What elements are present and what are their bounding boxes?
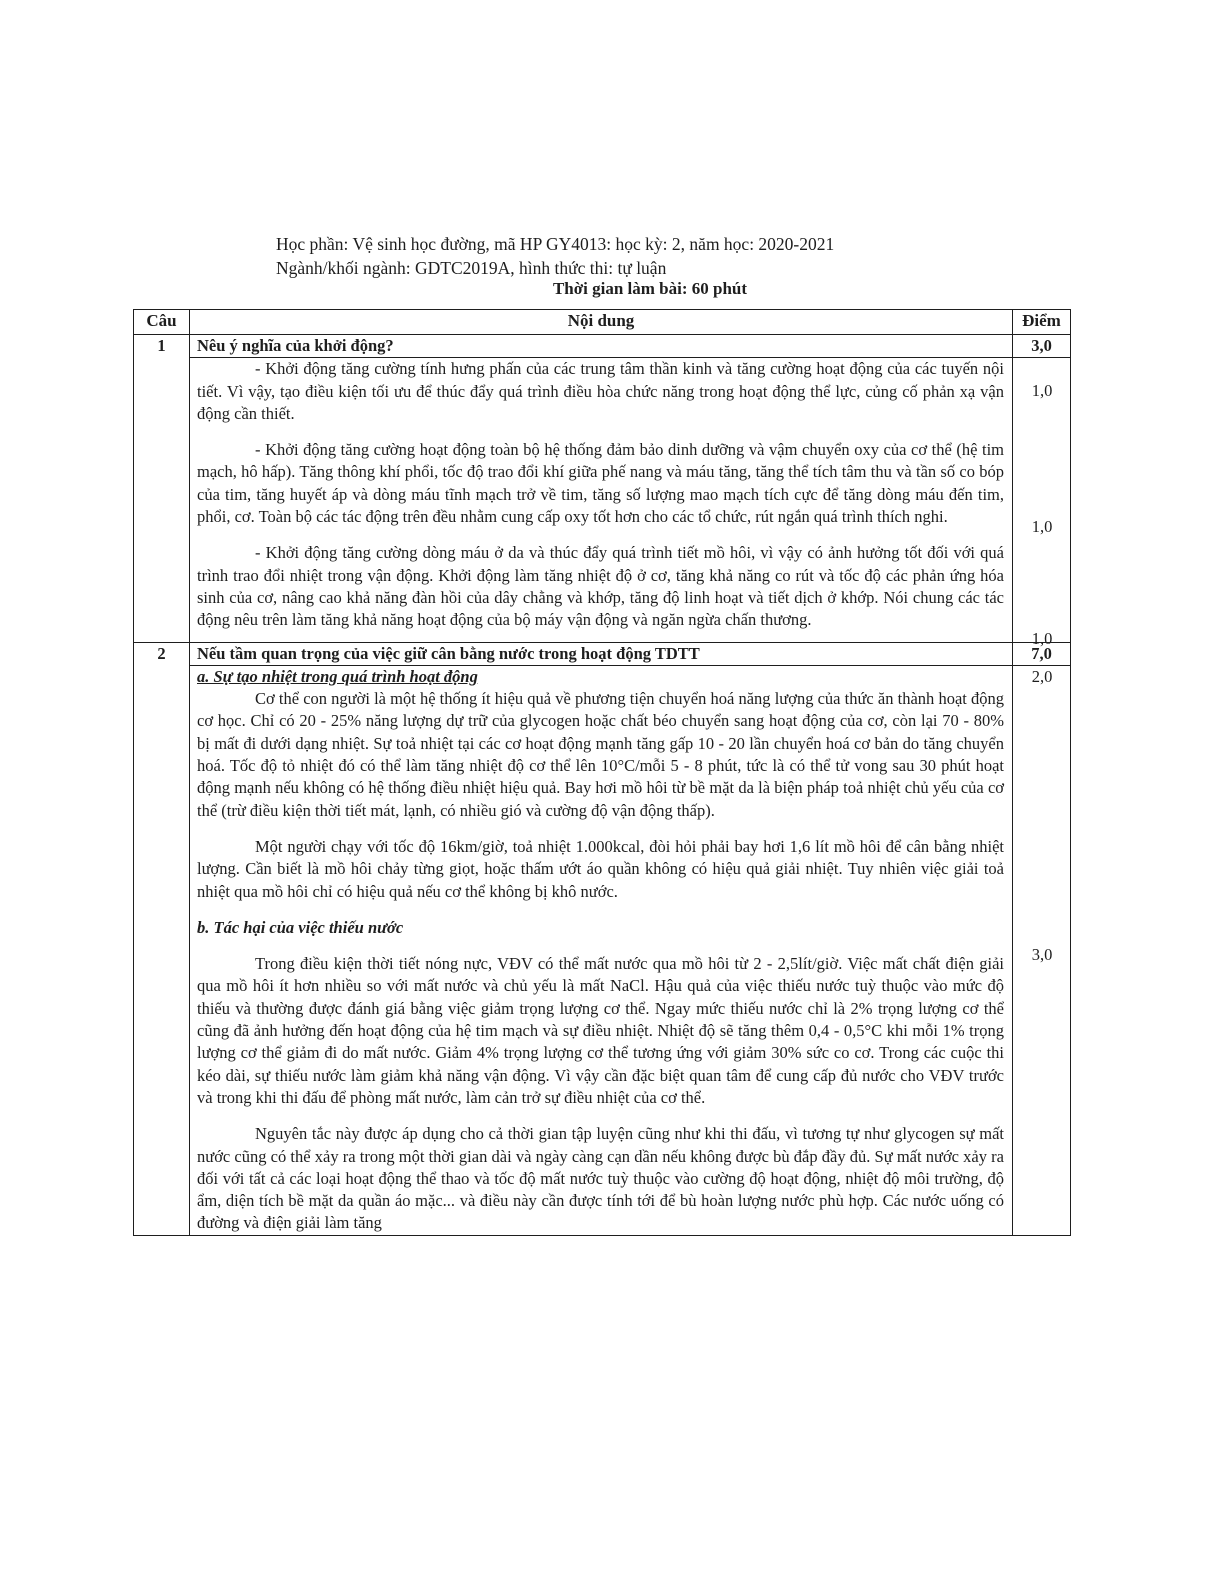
question-1-title-row bbox=[134, 335, 1071, 358]
part-b-paragraph: Trong điều kiện thời tiết nóng nực, VĐV có thể mất nước qua mồ hôi từ 2 - 2,5lít/giờ. Việc mất chất điện giải qua mồ hôi ít hơn nhiều so với mất nước và chủ yếu là mất NaCl. Hậu quả của việc thiếu nước tuỳ thuộc vào mức độ thiếu và thường được đánh giá bằng việc giảm trọng lượng cơ thể. Ngay mức thiếu nước chỉ là 2% trọng lượng cơ thể cũng đã ảnh hưởng đến hoạt động của hệ tim mạch và sự điều nhiệt. Nhiệt độ sẽ tăng thêm 0,4 - 0,5°C khi mỗi 1% trọng lượng cơ thể giảm đi do mất nước. Giảm 4% trọng lượng cơ thể tương ứng với giảm 30% sức co cơ. Trong các cuộc thi kéo dài, sự thiếu nước làm giảm khả năng vận động. Vì vậy cần đặc biệt quan tâm để cung cấp đủ nước cho VĐV trước và trong khi thi đấu để phòng mất nước, làm cản trở sự điều nhiệt của cơ thể. bbox=[197, 954, 1004, 1107]
question-1-title: Nêu ý nghĩa của khởi động? bbox=[190, 335, 1013, 358]
part-b-score: 3,0 bbox=[1031, 944, 1053, 964]
question-1-total-score: 3,0 bbox=[1013, 335, 1071, 358]
answer-point: - Khởi động tăng cường tính hưng phấn của các trung tâm thần kinh và tăng cường hoạt động của các tuyến nội tiết. Vì vậy, tạo điều kiện tối ưu để thúc đẩy quá trình điều hòa chức năng trong hoạt động thể lực, củng cố phản xạ vận động cần thiết. bbox=[197, 359, 1004, 423]
question-1-body-row bbox=[134, 358, 1071, 642]
point-score: 1,0 bbox=[1031, 517, 1053, 537]
part-b-paragraph: Nguyên tắc này được áp dụng cho cả thời gian tập luyện cũng như khi thi đấu, vì tương tự như glycogen sự mất nước cũng có thể xảy ra trong một thời gian dài và ngày càng cạn dần nếu không được bù đắp đầy đủ. Sự mất nước xảy ra đối với tất cả các loại hoạt động thể thao và tốc độ mất nước tuỳ thuộc vào cường độ hoạt động, nhiệt độ môi trường, độ ẩm, diện tích bề mặt da quần áo mặc... và điều này cần được tính tới để bù hoàn lượng nước phù hợp. Các nước uống có đường và điện giải làm tăng bbox=[197, 1124, 1004, 1233]
column-header-content: Nội dung bbox=[190, 310, 1013, 335]
column-header-question: Câu bbox=[134, 310, 190, 335]
course-info-line: Học phần: Vệ sinh học đường, mã HP GY4013: học kỳ: 2, năm học: 2020-2021 bbox=[276, 234, 835, 254]
answer-key-table bbox=[133, 309, 1071, 1236]
question-2-point-scores bbox=[1013, 665, 1071, 1235]
question-2-title: Nếu tầm quan trọng của việc giữ cân bằng nước trong hoạt động TDTT bbox=[190, 642, 1013, 665]
question-2-title-row bbox=[134, 642, 1071, 665]
answer-point: - Khởi động tăng cường hoạt động toàn bộ hệ thống đảm bảo dinh dưỡng và vậm chuyển oxy của cơ thể (hệ tim mạch, hô hấp). Tăng thông khí phổi, tốc độ trao đổi khí giữa phế nang và máu tăng, tăng thể tích tâm thu và tần số co bóp của tim, tăng huyết áp và dòng máu tĩnh mạch trở về tim, tăng số lượng mao mạch tích cực để tăng dòng máu đến tim, phổi, cơ. Toàn bộ các tác động trên đều nhằm cung cấp oxy tốt hơn cho các tổ chức, rút ngắn quá trình thích nghi. bbox=[197, 440, 1004, 527]
exam-header bbox=[276, 232, 834, 280]
answer-point: - Khởi động tăng cường dòng máu ở da và thúc đẩy quá trình tiết mồ hôi, vì vậy có ảnh hưởng tốt đối với quá trình trao đổi nhiệt trong vận động. Khởi động làm tăng nhiệt độ ở cơ, tăng khả năng co rút và tốc độ các phản ứng hóa sinh của cơ, nâng cao khả năng đàn hồi của dây chằng và khớp, tăng độ linh hoạt và tiết dịch ở khớp. Nói chung các tác động nêu trên làm tăng khả năng hoạt động của bộ máy vận động và ngăn ngừa chấn thương. bbox=[197, 543, 1004, 630]
question-2-number: 2 bbox=[134, 642, 190, 1235]
column-header-score: Điểm bbox=[1013, 310, 1071, 335]
part-a-paragraph: Cơ thể con người là một hệ thống ít hiệu quả về phương tiện chuyển hoá năng lượng của thức ăn thành hoạt động cơ học. Chỉ có 20 - 25% năng lượng dự trữ của glycogen hoặc chất béo chuyển sang hoạt động của cơ, còn lại 70 - 80% bị mất đi dưới dạng nhiệt. Sự toả nhiệt tại các cơ hoạt động mạnh tăng gấp 10 - 20 lần chuyển hoá cơ bản do tăng chuyển hoá. Tốc độ tỏ nhiệt đó có thể làm tăng nhiệt độ cơ thể lên 10°C/mỗi 5 - 8 phút, tức là có thể tử vong sau 30 phút hoạt động mạnh nếu không có hệ thống điều nhiệt hiệu quả. Bay hơi mồ hôi từ bề mặt da là biện pháp toả nhiệt chủ yếu của cơ thể (trừ điều kiện thời tiết mát, lạnh, có nhiều gió và cường độ vận động thấp). bbox=[197, 689, 1004, 820]
question-2-answer bbox=[190, 665, 1013, 1235]
question-1-answer bbox=[190, 358, 1013, 642]
point-score: 1,0 bbox=[1031, 629, 1053, 649]
question-1-number: 1 bbox=[134, 335, 190, 643]
question-2-total-score: 7,0 bbox=[1013, 642, 1071, 665]
exam-duration: Thời gian làm bài: 60 phút bbox=[552, 279, 748, 298]
question-1-point-scores bbox=[1013, 358, 1071, 649]
question-2-body-row bbox=[134, 665, 1071, 1235]
part-a-heading: a. Sự tạo nhiệt trong quá trình hoạt động bbox=[197, 666, 478, 686]
part-a-score: 2,0 bbox=[1031, 666, 1053, 686]
point-score: 1,0 bbox=[1031, 381, 1053, 401]
major-info-line: Ngành/khối ngành: GDTC2019A, hình thức thi: tự luận bbox=[276, 258, 667, 278]
part-a-paragraph: Một người chạy với tốc độ 16km/giờ, toả nhiệt 1.000kcal, đòi hỏi phải bay hơi 1,6 lít mồ hôi để cân bằng nhiệt lượng. Cần biết là mồ hôi chảy từng giọt, hoặc thấm ướt áo quần không có hiệu quả giải nhiệt. Tuy nhiên việc giải toả nhiệt qua mồ hôi chỉ có hiệu quả nếu cơ thể không bị khô nước. bbox=[197, 836, 1004, 901]
part-b-heading: b. Tác hại của việc thiếu nước bbox=[197, 917, 404, 937]
table-header-row bbox=[134, 310, 1071, 335]
